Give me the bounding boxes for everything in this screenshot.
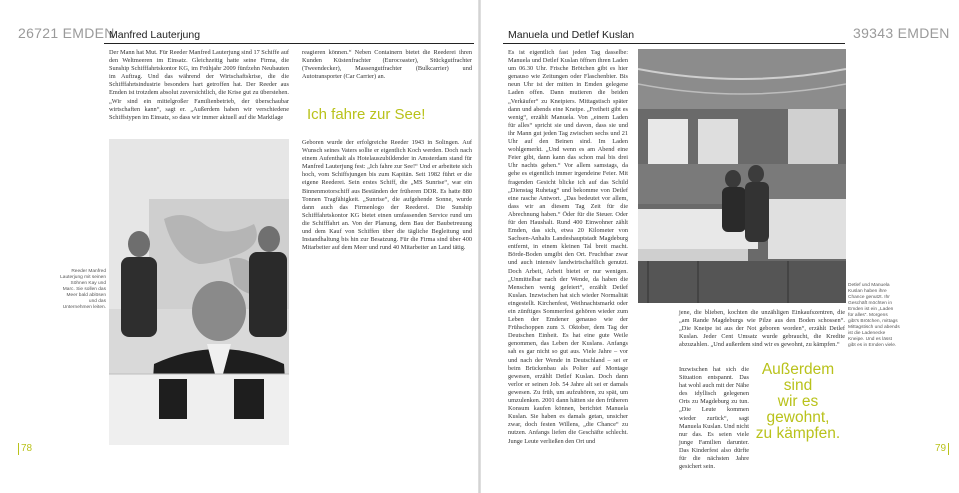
left-page-header: 26721 EMDEN: [18, 25, 115, 41]
left-column-2-top: [302, 49, 472, 81]
right-col1-paragraph: Es ist eigentlich fast jeden Tag dasselbe: Manuela und Detlef Kuslan öffnen ihren Laden um 06.30 Uhr. Frische Brötchen gibt es hier genauso wie Zeitungen oder Flaschenbier. Bis neun Uhr ist der mitten in Emden gelegene Laden offen. Dann mutieren die beiden „Verkäufer“ zu Kneipiers. Mittagstisch später dann und abends eine Kneipe. „Freiheit gibt es wenig“, erzählt Manuela. Von „einem Laden für alles“ spricht sie und davon, dass sie und ihr Mann gut jeden Tag zwischen sechs und 21 Uhr auf den Beinen sind. Im Laden wohlgemerkt. „Und wenn es am Abend eine Feier gibt, dann kann das schon mal bis drei Uhr nachts gehen.“ Vor allem samstags, da gehe es eigentlich immer irgendeine Feier. Mit fragenden Gesicht blicke ich auf das Schild „Dienstag Ruhetag“ und bekomme von Detlef eine rasche Antwort. „Das bedeutet vor allem, dass wir an diesem Tag Zeit für die Abrechnung haben.“ Öder für die Steuer. Oder für den Haushalt. Rund 400 Einwohner zählt Emden, das sich, etwa 20 Kilometer von Sachsen-Anhalts Landeshauptstadt Magdeburg entfernt, in einem kleinen Tal breit macht. Börde-Boden umgibt den Ort. Fruchtbar zwar und auch intensiv landwirtschaftlich genutzt. Doch Arbeit, Arbeit bietet er nur wenigen. „Unmittelbar nach der Wende, da haben die Menschen wenig gefeiert“, erzählt Detlef Kuslan. Inzwischen hat sich wieder Normalität eingestellt. Kirchenfest, Weihnachtsmarkt oder ein zünftiges Sommerfest gehören wieder zum Leben der Emdener genauso wie der Frühschoppen zum 3. Oktober, dem Tag der Deutschen Einheit. Es hat eine gute Weile genommen, das Leben der Kuslans. Anfangs sah es gar nicht so gut aus. Viele Jahre – vor und nach der Wende in Deutschland – sei er beim Brückenbau als Polier auf Montage gewesen, erzählt Detlef Kuslan. Doch dann verlor er seinen Job. 54 Jahre alt sei er damals gewesen. Zu früh, um aufzuhören, zu spät, um umzulenken. 2001 dann hätten sie den früheren Konsum kaufen können, berichtet Manuela Kuslan. Sie haben es damals getan, unsicher zwar, doch festen Willens, „die Chance“ zu nutzen. Anfangs liefen die Geschäfte schlecht. Junge Leute verließen den Ort und: [508, 49, 628, 445]
right-column-2-mid: [679, 366, 749, 471]
right-column-2-top: [679, 309, 845, 349]
left-photo-caption: Reeder Manfred Lauterjung mit seinen Söhnen Kay und Marc. Sie sollen das Meer bald ablösen und das Unternehmen leiten.: [60, 269, 106, 310]
right-photo-caption: Detlef und Manuela Kuslan haben ihre Chance genutzt. Ihr Geschäft möchten in Emden ist ein „Laden für alles“. Morgens gibt's Brötchen, mittags Mittagstisch und abends ist die Ladenecke Kneipe. Und es lässt gibt es in Emden viele.: [848, 283, 900, 348]
right-page-number-rule: [948, 443, 949, 455]
right-pull-quote: [748, 362, 848, 442]
portrait-photo-reeder: [109, 139, 289, 445]
right-page-header: 39343 EMDEN: [853, 25, 950, 41]
right-person-name: Manuela und Detlef Kuslan: [508, 29, 635, 41]
quote-line-2: wir es gewohnt,: [766, 393, 830, 426]
left-page-number: 78: [21, 443, 33, 454]
left-col1-paragraph: Der Mann hat Mut. Für Reeder Manfred Lauterjung sind 17 Schiffe auf den Weltmeeren im Einsatz. Gleichzeitig hatte seine Firma, die Sunship Schifffahrtskontor KG, im Frühjahr 2009 fünfzehn Neubauten im Auftrag. Und das während der Wirtschaftskrise, die die Schifffahrtsindustrie besonders hart getroffen hat. Der Reeder aus Emden ist trotzdem absolut zuversichtlich, die Krise gut zu überstehen. „Wir sind ein mittelgroßer Familienbetrieb, der überschaubar wirtschaften kann“, sagt er. „Außerdem haben wir verschiedene Schiffstypen im Einsatz, so dass wir immer aktuell auf die Marktlage: [109, 49, 289, 121]
kneipe-photo: [638, 49, 846, 303]
right-page-number: 79: [935, 443, 947, 454]
left-page-number-rule: [18, 443, 19, 455]
left-person-name: Manfred Lauterjung: [109, 29, 201, 41]
right-col2-top-paragraph: jene, die blieben, kochten die unzähligen Einkaufszentren, die „am Rande Magdeburgs wie Pilze aus den Boden schossen“. „Die Kneipe ist aus der Not geboren worden“, erzählt Detlef Kuslan. Jeder Cent Umsatz wurde gebraucht, die Kredite abzuzahlen. „Und außerdem sind wir es gewohnt, zu kämpfen.“: [679, 309, 845, 349]
left-pull-quote: Ich fahre zur See!: [307, 106, 426, 123]
page-gutter: [478, 0, 481, 493]
right-col2-mid-paragraph: Inzwischen hat sich die Situation entspannt. Das hat wohl auch mit der Nähe des idyllisch gelegenen Orts zu Magdeburg zu tun. „Die Leute kommen wieder zurück“, sagt Manuela Kuslan. Und nicht nur das. Es seien viele junge Familien darunter. Das Kinderfest also dürfte für die nächsten Jahre gesichert sein.: [679, 366, 749, 471]
quote-line-3: zu kämpfen.: [755, 425, 841, 442]
right-header-rule: [503, 43, 845, 44]
right-column-1-text: [508, 49, 628, 446]
left-header-rule: [104, 43, 474, 44]
kneipe-photo-illustration: [638, 49, 846, 303]
left-column-2-text: [302, 139, 472, 252]
left-col2-paragraph: Geboren wurde der erfolgreiche Reeder 1943 in Solingen. Auf Wunsch seines Vaters sollte er eigentlich Koch werden. Doch nach einem Aufenthalt als Hotelauszubildender in Amsterdam stand für Manfred Lauterjung fest: „Ich fahre zur See!“ Und er arbeitete sich hoch, vom Schiffsjungen bis zum Kapitän. Seit 1982 führt er die eigene Reederei. Sein erstes Schiff, die „MS Sunrise“, war ein Binnenmotorschiff aus Beständen der früheren DDR. Es hatte 880 Tonnen Tragfähigkeit. „Sunrise“, die aufgehende Sonne, wurde dann auch das Firmenlogo der Reederei. Die Sunship Schifffahrtskontor KG bietet einen umfassenden Service rund um die Schifffahrt an. Von der Planung, dem Bau der Baubetreuung und dem Kauf von Schiffen über die tägliche Begleitung und Instandhaltung bis hin zur Besatzung. Für die Firma sind über 400 Mitarbeiter auf dem Meer und rund 40 Mitarbeiter an Land tätig.: [302, 139, 472, 252]
left-col2-top-paragraph: reagieren können.“ Neben Containern bietet die Reederei ihren Kunden Küstenfrachter (Eurocoaster), Stückgutfrachter (Tweendecker), Massengutfrachter (Bulkcarrier) und Autotransporter (Car Carrier) an.: [302, 49, 472, 81]
portrait-photo-illustration: [109, 139, 289, 445]
quote-line-1: Außerdem sind: [761, 361, 835, 394]
left-column-1-text: [109, 49, 289, 122]
